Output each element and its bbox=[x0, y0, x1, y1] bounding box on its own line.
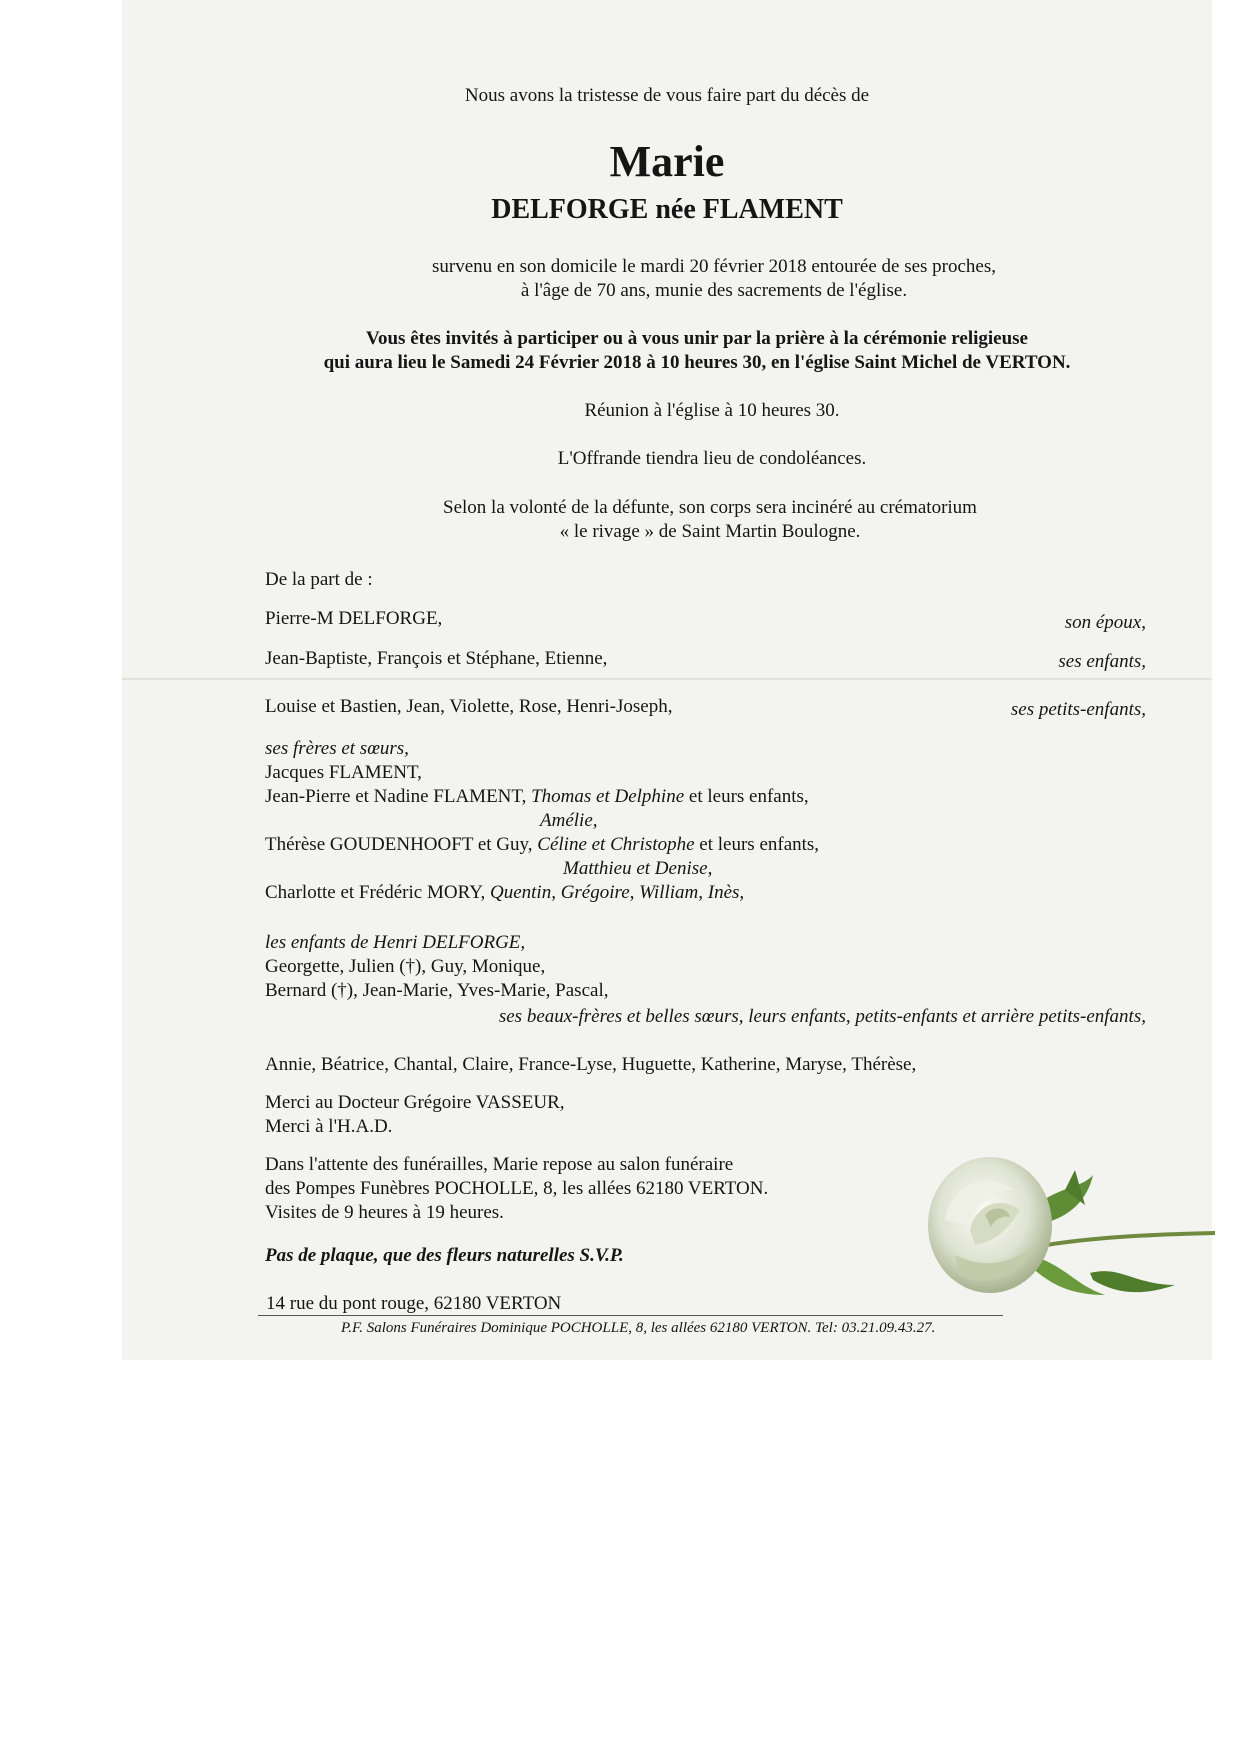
death-line-2: à l'âge de 70 ans, munie des sacrements de l'église. bbox=[520, 280, 908, 301]
siblings-title: ses frères et sœurs, bbox=[265, 738, 409, 759]
sibling-3-names: Thérèse GOUDENHOOFT et Guy, bbox=[265, 834, 533, 855]
invitation-line-2: qui aura lieu le Samedi 24 Février 2018 à 10 heures 30, en l'église Saint Michel de VERTON. bbox=[323, 352, 1071, 373]
sibling-3-sub: Matthieu et Denise, bbox=[563, 858, 713, 879]
deceased-full-name: DELFORGE née FLAMENT bbox=[491, 194, 843, 225]
family-relation-2: ses enfants, bbox=[1058, 651, 1146, 672]
henri-relation: ses beaux-frères et belles sœurs, leurs enfants, petits-enfants et arrière petits-enfants, bbox=[498, 1006, 1146, 1027]
sibling-2-sub: Amélie, bbox=[540, 810, 598, 831]
sibling-2-names: Jean-Pierre et Nadine FLAMENT, bbox=[265, 786, 527, 807]
sibling-line-2 bbox=[265, 785, 809, 809]
henri-title: les enfants de Henri DELFORGE, bbox=[265, 932, 526, 953]
rose-illustration bbox=[915, 1145, 1215, 1320]
henri-line-1: Georgette, Julien (†), Guy, Monique, bbox=[265, 956, 546, 977]
family-names-3: Louise et Bastien, Jean, Violette, Rose, Henri-Joseph, bbox=[265, 696, 673, 717]
offering-text: L'Offrande tiendra lieu de condoléances. bbox=[557, 448, 867, 469]
sibling-3-suffix: et leurs enfants, bbox=[699, 834, 820, 855]
thanks-line-1: Merci au Docteur Grégoire VASSEUR, bbox=[265, 1092, 565, 1113]
sibling-3-children: Céline et Christophe bbox=[537, 834, 695, 855]
invitation-line-1: Vous êtes invités à participer ou à vous unir par la prière à la cérémonie religieuse bbox=[366, 328, 1028, 349]
family-names-1: Pierre-M DELFORGE, bbox=[265, 608, 443, 629]
meeting-text: Réunion à l'église à 10 heures 30. bbox=[584, 400, 840, 421]
henri-line-2: Bernard (†), Jean-Marie, Yves-Marie, Pascal, bbox=[265, 980, 609, 1001]
deceased-first-name: Marie bbox=[609, 137, 725, 186]
address-text: 14 rue du pont rouge, 62180 VERTON bbox=[266, 1293, 562, 1314]
intro-text: Nous avons la tristesse de vous faire part du décès de bbox=[464, 85, 870, 106]
address-underline bbox=[258, 1315, 1003, 1316]
sibling-line-4 bbox=[265, 881, 744, 905]
sibling-2-suffix: et leurs enfants, bbox=[688, 786, 809, 807]
fold-line bbox=[122, 678, 1212, 680]
sibling-line-3 bbox=[265, 833, 819, 857]
thanks-line-2: Merci à l'H.A.D. bbox=[265, 1116, 393, 1137]
friends-line: Annie, Béatrice, Chantal, Claire, France-Lyse, Huguette, Katherine, Maryse, Thérèse, bbox=[265, 1054, 917, 1075]
no-plaque-text: Pas de plaque, que des fleurs naturelles S.V.P. bbox=[265, 1245, 624, 1266]
rest-line-2: des Pompes Funèbres POCHOLLE, 8, les allées 62180 VERTON. bbox=[265, 1178, 769, 1199]
sibling-2-children: Thomas et Delphine bbox=[531, 786, 685, 807]
sibling-line-1: Jacques FLAMENT, bbox=[265, 762, 422, 783]
death-line-1: survenu en son domicile le mardi 20 février 2018 entourée de ses proches, bbox=[431, 256, 997, 277]
sibling-4-names: Charlotte et Frédéric MORY, bbox=[265, 882, 486, 903]
family-names-2: Jean-Baptiste, François et Stéphane, Etienne, bbox=[265, 648, 608, 669]
footer-text: P.F. Salons Funéraires Dominique POCHOLLE, 8, les allées 62180 VERTON. Tel: 03.21.09.43.27. bbox=[341, 1320, 936, 1336]
rest-line-1: Dans l'attente des funérailles, Marie repose au salon funéraire bbox=[265, 1154, 734, 1175]
sibling-4-children: Quentin, Grégoire, William, Inès, bbox=[489, 882, 745, 903]
cremation-line-1: Selon la volonté de la défunte, son corps sera incinéré au crématorium bbox=[443, 497, 977, 518]
family-relation-1: son époux, bbox=[1064, 612, 1146, 633]
from-label: De la part de : bbox=[265, 569, 373, 590]
family-relation-3: ses petits-enfants, bbox=[1010, 699, 1146, 720]
rest-line-3: Visites de 9 heures à 19 heures. bbox=[265, 1202, 504, 1223]
cremation-line-2: « le rivage » de Saint Martin Boulogne. bbox=[559, 521, 861, 542]
